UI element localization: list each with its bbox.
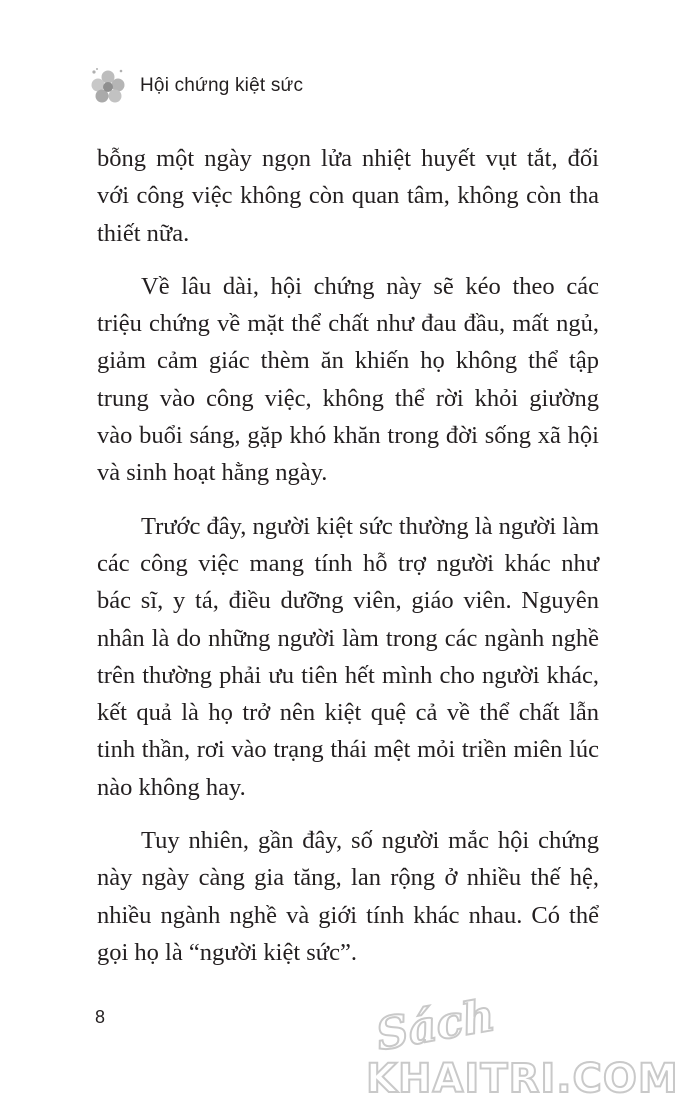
page-number: 8 [95, 1007, 106, 1027]
flower-icon [88, 66, 128, 106]
paragraph: Trước đây, người kiệt sức thường là người làm các công việc mang tính hỗ trợ người khác như bác sĩ, y tá, điều dưỡng viên, giáo viên. Nguyên nhân là do những người làm trong các ngành nghề trên thường phải ưu tiên hết mình cho người khác, kết quả là họ trở nên kiệt quệ cả về thể chất lẫn tinh thần, rơi vào trạng thái mệt mỏi triền miên lúc nào không hay. [97, 512, 599, 801]
paragraph: bỗng một ngày ngọn lửa nhiệt huyết vụt tắt, đối với công việc không còn quan tâm, không còn tha thiết nữa. [97, 145, 599, 247]
running-header [88, 66, 303, 106]
body-text [97, 140, 599, 987]
header-title: Hội chứng kiệt sức [140, 75, 304, 96]
watermark-script: Sách [372, 990, 499, 1061]
watermark-brand: KHAITRI.COM [366, 1056, 679, 1102]
watermark [358, 990, 688, 1115]
paragraph: Tuy nhiên, gần đây, số người mắc hội chứng này ngày càng gia tăng, lan rộng ở nhiều thế hệ, nhiều ngành nghề và giới tính khác nhau. Có thể gọi họ là “người kiệt sức”. [97, 827, 599, 966]
paragraph: Về lâu dài, hội chứng này sẽ kéo theo các triệu chứng về mặt thể chất như đau đầu, mất ngủ, giảm cảm giác thèm ăn khiến họ không thể tập trung vào công việc, không thể rời khỏi giường vào buổi sáng, gặp khó khăn trong đời sống xã hội và sinh hoạt hằng ngày. [97, 272, 599, 487]
